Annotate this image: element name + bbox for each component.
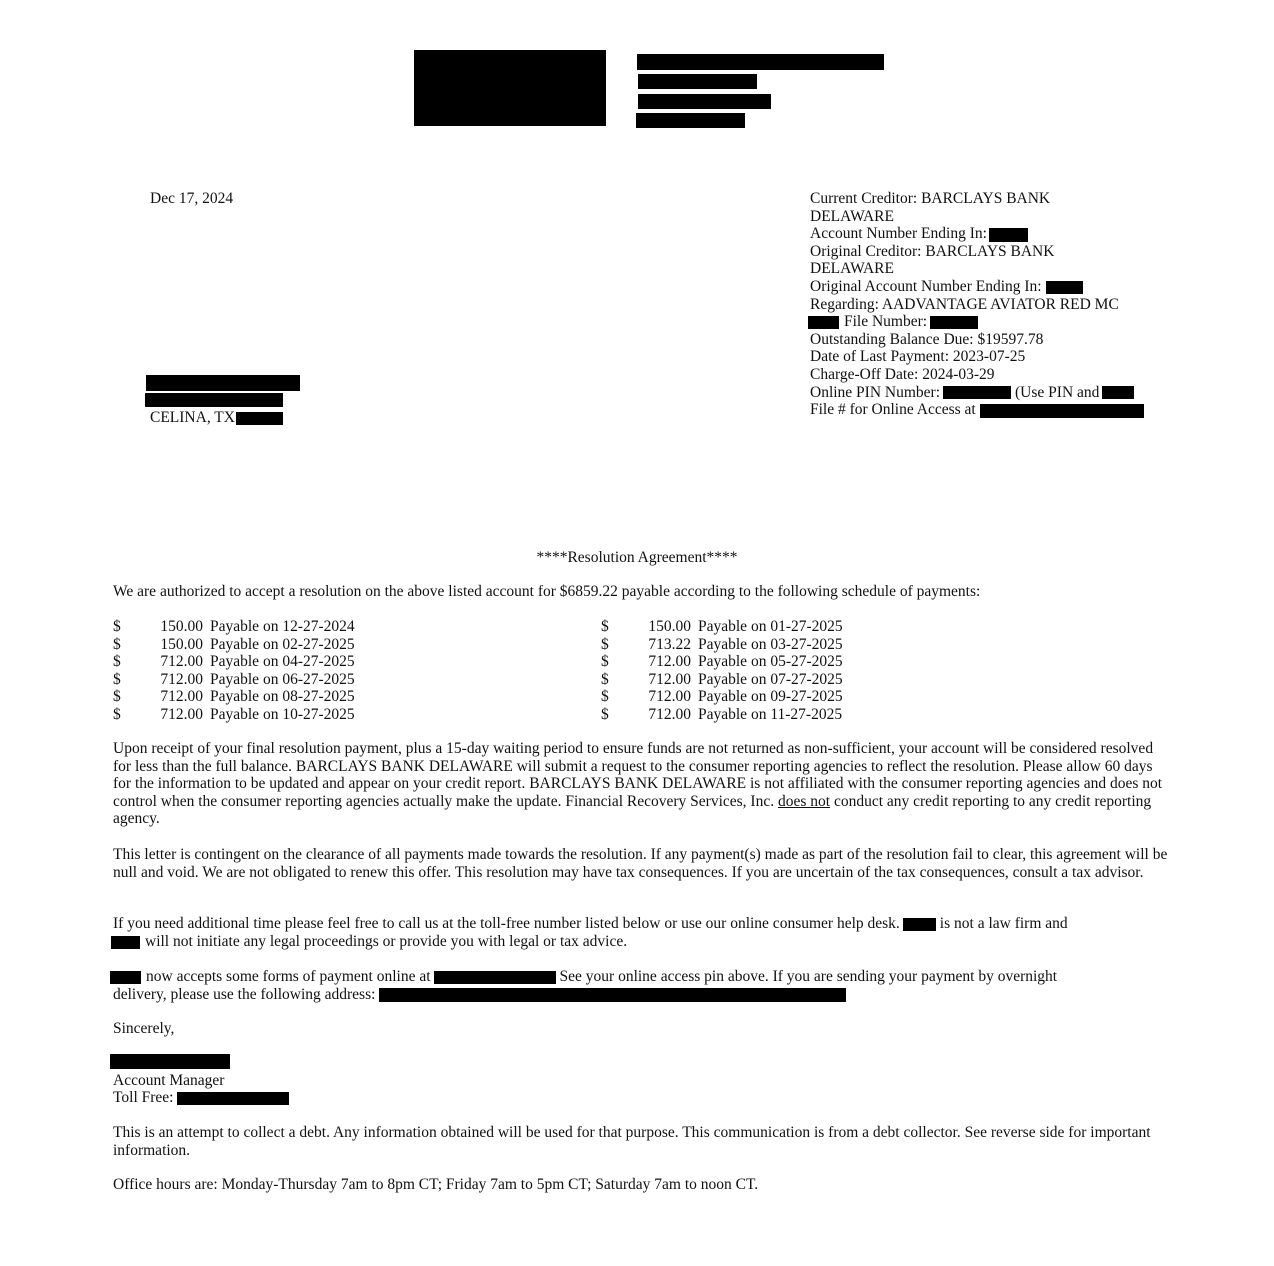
schedule-currency: $ — [113, 653, 121, 671]
schedule-amount: 712.00 — [648, 688, 691, 706]
due-date: 01-27-2025 — [770, 618, 843, 635]
due-date: 10-27-2025 — [282, 706, 355, 723]
redacted-regarding-cont — [808, 316, 839, 329]
schedule-amount: 150.00 — [160, 618, 203, 635]
letter-date: Dec 17, 2024 — [150, 190, 234, 207]
schedule-amount: 712.00 — [648, 670, 691, 688]
schedule-currency: $ — [113, 688, 121, 706]
last-payment-label: Date of Last Payment: — [810, 348, 950, 366]
schedule-amount: 150.00 — [160, 635, 203, 653]
current-creditor-label: Current Creditor: — [810, 190, 918, 207]
original-account-label: Original Account Number Ending In: — [810, 277, 1042, 295]
schedule-amount: 713.22 — [648, 635, 691, 653]
payable-prefix: Payable on — [210, 706, 279, 723]
payable-prefix: Payable on — [698, 618, 767, 635]
schedule-row — [113, 636, 413, 654]
closing-sincerely: Sincerely, — [113, 1020, 175, 1037]
regarding-label: Regarding: — [810, 295, 879, 313]
payable-prefix: Payable on — [698, 653, 767, 671]
schedule-row — [113, 653, 413, 671]
redacted-recipient-street — [145, 393, 283, 407]
due-date: 06-27-2025 — [282, 670, 355, 688]
file-access-label: File # for Online Access at — [810, 401, 976, 419]
schedule-due-date — [210, 688, 355, 706]
schedule-amount: 712.00 — [160, 670, 203, 688]
redacted-toll-free-number — [177, 1092, 289, 1105]
schedule-amount: 712.00 — [648, 653, 691, 671]
redacted-letterhead-line-3 — [638, 94, 771, 109]
due-date: 05-27-2025 — [770, 653, 843, 671]
redacted-payment-url — [434, 971, 556, 984]
schedule-due-date — [698, 671, 843, 689]
schedule-due-date — [698, 706, 842, 724]
regarding-value: AADVANTAGE AVIATOR RED MC — [881, 295, 1119, 313]
online-payment-paragraph — [113, 968, 1168, 1003]
does-not-underlined: does not — [777, 792, 831, 810]
additional-time-paragraph — [113, 915, 1168, 950]
due-date: 07-27-2025 — [770, 670, 843, 688]
payment-schedule — [113, 618, 913, 728]
chargeoff-label: Charge-Off Date: — [810, 365, 919, 383]
schedule-currency: $ — [113, 670, 121, 688]
schedule-amount: 712.00 — [160, 688, 203, 706]
overnight-delivery-text: See your online access pin above. If you are sending your payment by overnight — [559, 968, 1058, 985]
schedule-currency: $ — [113, 618, 121, 635]
debt-collector-disclaimer: This is an attempt to collect a debt. Any information obtained will be used for that purpose. This communication is from a debt collector. See reverse side for important information. — [113, 1124, 1151, 1159]
toll-free-line — [113, 1089, 289, 1107]
schedule-amount: 712.00 — [648, 706, 691, 723]
redacted-zip — [236, 412, 283, 425]
original-creditor-value: BARCLAYS BANK — [925, 242, 1055, 260]
payable-prefix: Payable on — [210, 653, 279, 671]
redacted-signature-name — [110, 1054, 230, 1069]
schedule-row — [601, 706, 901, 724]
schedule-due-date — [698, 636, 843, 654]
schedule-currency: $ — [113, 635, 121, 653]
schedule-currency: $ — [601, 653, 609, 671]
redacted-original-account — [1046, 281, 1083, 294]
redacted-pin — [943, 386, 1011, 399]
schedule-row — [113, 706, 413, 724]
current-creditor-value: BARCLAYS BANK — [921, 190, 1051, 207]
schedule-currency: $ — [601, 635, 609, 653]
payable-prefix: Payable on — [698, 706, 767, 723]
redacted-pin-note — [1102, 386, 1134, 399]
payable-prefix: Payable on — [210, 670, 279, 688]
schedule-row — [601, 671, 901, 689]
payable-prefix: Payable on — [698, 635, 767, 653]
no-legal-proceedings-text: will not initiate any legal proceedings or provide you with legal or tax advice. — [145, 932, 628, 950]
agreement-title: ****Resolution Agreement**** — [536, 549, 738, 566]
online-payment-text: now accepts some forms of payment online at — [146, 968, 431, 985]
schedule-row — [113, 618, 413, 636]
schedule-due-date — [210, 653, 355, 671]
redacted-delivery-address — [379, 988, 846, 1002]
redacted-company-name-3 — [110, 971, 141, 984]
due-date: 12-27-2024 — [282, 618, 355, 635]
schedule-row — [601, 688, 901, 706]
schedule-amount: 150.00 — [648, 618, 691, 635]
redacted-file-number — [930, 316, 978, 329]
schedule-row — [601, 636, 901, 654]
not-law-firm-text: is not a law firm and — [939, 915, 1068, 932]
chargeoff-value: 2024-03-29 — [922, 365, 995, 383]
account-info — [810, 190, 1170, 419]
due-date: 09-27-2025 — [770, 688, 843, 706]
due-date: 02-27-2025 — [282, 635, 355, 653]
schedule-amount: 712.00 — [160, 653, 203, 671]
payable-prefix: Payable on — [698, 670, 767, 688]
payable-prefix: Payable on — [210, 635, 279, 653]
redacted-recipient-name — [146, 375, 300, 391]
delivery-address-label: delivery, please use the following address: — [113, 985, 376, 1003]
schedule-currency: $ — [601, 618, 609, 635]
schedule-currency: $ — [113, 706, 121, 723]
resolution-terms-tail: conduct any credit reporting to any credit reporting agency. — [113, 792, 1152, 828]
redacted-company-name — [903, 918, 936, 931]
due-date: 08-27-2025 — [282, 688, 355, 706]
account-ending-label: Account Number Ending In: — [810, 225, 987, 243]
resolution-terms-text: Upon receipt of your final resolution payment, plus a 15-day waiting period to ensure funds are not returned as non-sufficient, your account will be considered resolved for less than the full balance. BARCLAYS BANK DELAWARE will submit a request to the consumer reporting agencies to reflect the resolution. Please allow 60 days for the information to be updated and appear on your credit report. BARCLAYS BANK DELAWARE is not affiliated with the consumer reporting agencies and does not control when the consumer reporting agencies actually make the update. Financial Recovery Services, Inc. — [113, 740, 1163, 810]
redacted-letterhead-line-2 — [638, 74, 757, 89]
intro-text: We are authorized to accept a resolution on the above listed account for $6859.22 payable according to the following schedule of payments: — [113, 583, 981, 600]
redacted-company-name-2 — [111, 936, 140, 949]
redacted-online-url — [980, 404, 1144, 418]
schedule-row — [113, 688, 413, 706]
pin-label: Online PIN Number: — [810, 383, 941, 401]
schedule-due-date — [210, 636, 355, 654]
schedule-due-date — [210, 706, 355, 724]
last-payment-value: 2023-07-25 — [952, 348, 1026, 366]
redacted-account-ending — [989, 228, 1028, 242]
redacted-logo — [414, 50, 606, 126]
schedule-row — [601, 618, 901, 636]
redacted-letterhead-line-4 — [636, 113, 745, 128]
schedule-amount: 712.00 — [160, 706, 203, 723]
recipient-city-line — [150, 409, 283, 427]
schedule-due-date — [210, 671, 355, 689]
schedule-due-date — [210, 618, 355, 636]
pin-note: (Use PIN and — [1015, 383, 1100, 401]
schedule-due-date — [698, 618, 843, 636]
toll-free-label: Toll Free: — [113, 1089, 174, 1106]
additional-time-text: If you need additional time please feel free to call us at the toll-free number listed below or use our online consumer help desk. — [113, 915, 900, 932]
contingency-paragraph: This letter is contingent on the clearance of all payments made towards the resolution. If any payment(s) made as part of the resolution fail to clear, this agreement will be null and void. We are not obligated to renew this offer. This resolution may have tax consequences. If you are uncertain of the tax consequences, consult a tax advisor. — [113, 846, 1168, 881]
due-date: 03-27-2025 — [770, 635, 843, 653]
recipient-city-state: CELINA, TX — [150, 409, 235, 426]
redacted-letterhead-line-1 — [637, 54, 884, 70]
schedule-row — [601, 653, 901, 671]
closing-role: Account Manager — [113, 1072, 225, 1089]
current-creditor-value-cont: DELAWARE — [810, 207, 894, 225]
schedule-currency: $ — [601, 670, 609, 688]
original-creditor-label: Original Creditor: — [810, 242, 922, 260]
balance-label: Outstanding Balance Due: — [810, 330, 974, 348]
file-number-label: File Number: — [844, 313, 928, 331]
balance-value: $19597.78 — [977, 330, 1044, 348]
office-hours: Office hours are: Monday-Thursday 7am to 8pm CT; Friday 7am to 5pm CT; Saturday 7am to noon CT. — [113, 1176, 759, 1193]
payable-prefix: Payable on — [210, 688, 279, 706]
payable-prefix: Payable on — [210, 618, 279, 635]
due-date: 11-27-2025 — [770, 706, 843, 723]
schedule-currency: $ — [601, 688, 609, 706]
schedule-row — [113, 671, 413, 689]
payable-prefix: Payable on — [698, 688, 767, 706]
schedule-due-date — [698, 653, 843, 671]
due-date: 04-27-2025 — [282, 653, 355, 671]
schedule-currency: $ — [601, 706, 609, 723]
original-creditor-value-cont: DELAWARE — [810, 260, 894, 278]
schedule-due-date — [698, 688, 843, 706]
resolution-terms-paragraph — [113, 740, 1168, 828]
